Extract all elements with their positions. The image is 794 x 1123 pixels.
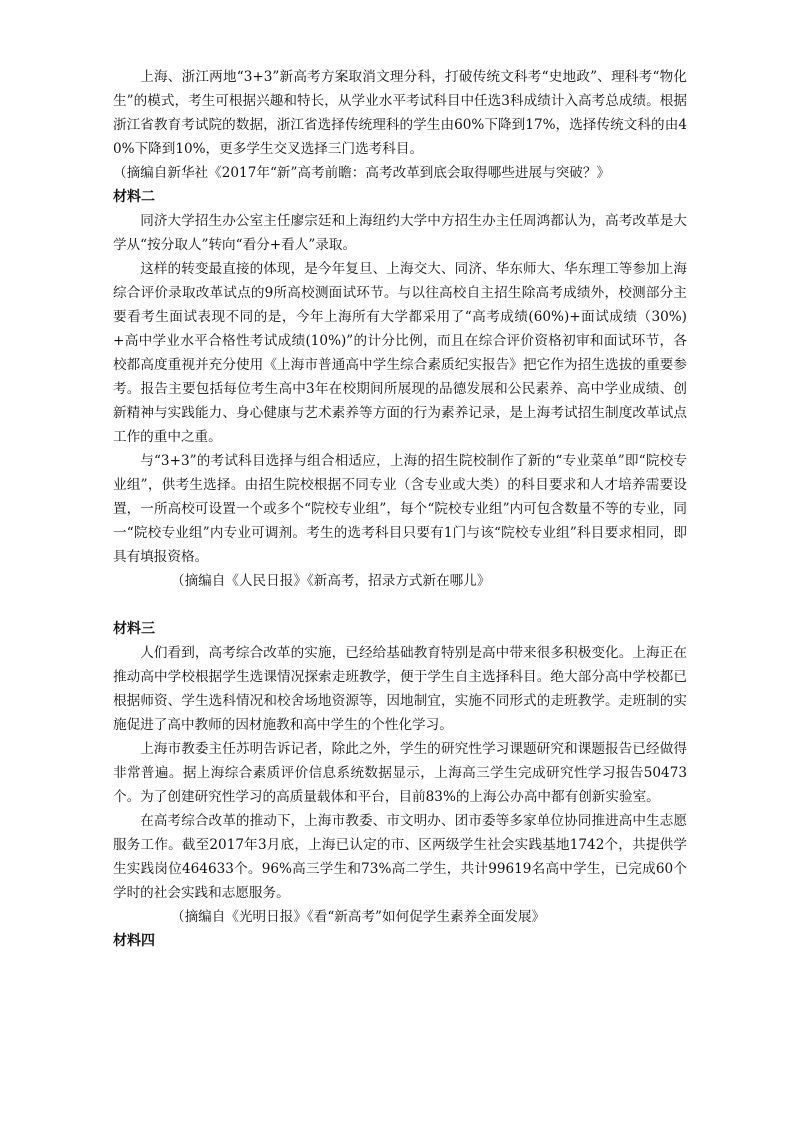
section3-paragraph-2: 上海市教委主任苏明告诉记者，除此之外，学生的研究性学习课题研究和课题报告已经做得非常普遍。据上海综合素质评价信息系统数据显示，上海高三学生完成研究性学习报告50473个。为了创建研究性学习的高质量载体和平台，目前83%的上海公办高中都有创新实验室。 <box>113 741 687 805</box>
section3-source: （摘编自《光明日报》《看“新高考”如何促学生素养全面发展》 <box>171 909 546 925</box>
section4-heading: 材料四 <box>113 933 155 949</box>
document-page <box>113 0 687 953</box>
section2-source: （摘编自《人民日报》《新高考，招录方式新在哪儿》 <box>171 573 491 589</box>
section1-paragraph: 上海、浙江两地“3+3”新高考方案取消文理分科，打破传统文科考“史地政”、理科考“物化生”的模式，考生可根据兴趣和特长，从学业水平考试科目中任选3科成绩计入高考总成绩。根据浙江省教育考试院的数据，浙江省选择传统理科的学生由60%下降到17%，选择传统文科的由40%下降到10%，更多学生交叉选择三门选考科目。 <box>113 69 687 157</box>
section3-paragraph-3: 在高考综合改革的推动下，上海市教委、市文明办、团市委等多家单位协同推进高中生志愿服务工作。截至2017年3月底，上海已认定的市、区两级学生社会实践基地1742个，共提供学生实践岗位464633个。96%高三学生和73%高二学生，共计99619名高中学生，已完成60个学时的社会实践和志愿服务。 <box>113 813 687 901</box>
section3-heading: 材料三 <box>113 621 155 637</box>
section1-source: （摘编自新华社《2017年“新”高考前瞻：高考改革到底会取得哪些进展与突破？》 <box>113 165 611 181</box>
section2-heading: 材料二 <box>113 189 155 205</box>
section3-paragraph-1: 人们看到，高考综合改革的实施，已经给基础教育特别是高中带来很多积极变化。上海正在推动高中学校根据学生选课情况探索走班教学，便于学生自主选择科目。绝大部分高中学校都已根据师资、学生选科情况和校舍场地资源等，因地制宜，实施不同形式的走班教学。走班制的实施促进了高中教师的因材施教和高中学生的个性化学习。 <box>113 645 687 733</box>
section2-paragraph-3: 与“3+3”的考试科目选择与组合相适应，上海的招生院校制作了新的“专业菜单”即“院校专业组”，供考生选择。由招生院校根据不同专业（含专业或大类）的科目要求和人才培养需要设置，一所高校可设置一个或多个“院校专业组”，每个“院校专业组”内可包含数量不等的专业，同一“院校专业组”内专业可调剂。考生的选考科目只要有1门与该“院校专业组”科目要求相同，即具有填报资格。 <box>113 453 687 565</box>
section2-paragraph-2: 这样的转变最直接的体现，是今年复旦、上海交大、同济、华东师大、华东理工等参加上海综合评价录取改革试点的9所高校测面试环节。与以往高校自主招生除高考成绩外，校测部分主要看考生面试表现不同的是，今年上海所有大学都采用了“高考成绩(60%)+面试成绩（30%)+高中学业水平合格性考试成绩(10%)”的计分比例，而且在综合评价资格初审和面试环节，各校都高度重视并充分使用《上海市普通高中学生综合素质纪实报告》把它作为招生选拔的重要参考。报告主要包括每位考生高中3年在校期间所展现的品德发展和公民素养、高中学业成绩、创新精神与实践能力、身心健康与艺术素养等方面的行为素养记录，是上海考试招生制度改革试点工作的重中之重。 <box>113 261 687 445</box>
section2-paragraph-1: 同济大学招生办公室主任廖宗廷和上海纽约大学中方招生办主任周鸿都认为，高考改革是大学从“按分取人”转向“看分+看人”录取。 <box>113 213 687 253</box>
